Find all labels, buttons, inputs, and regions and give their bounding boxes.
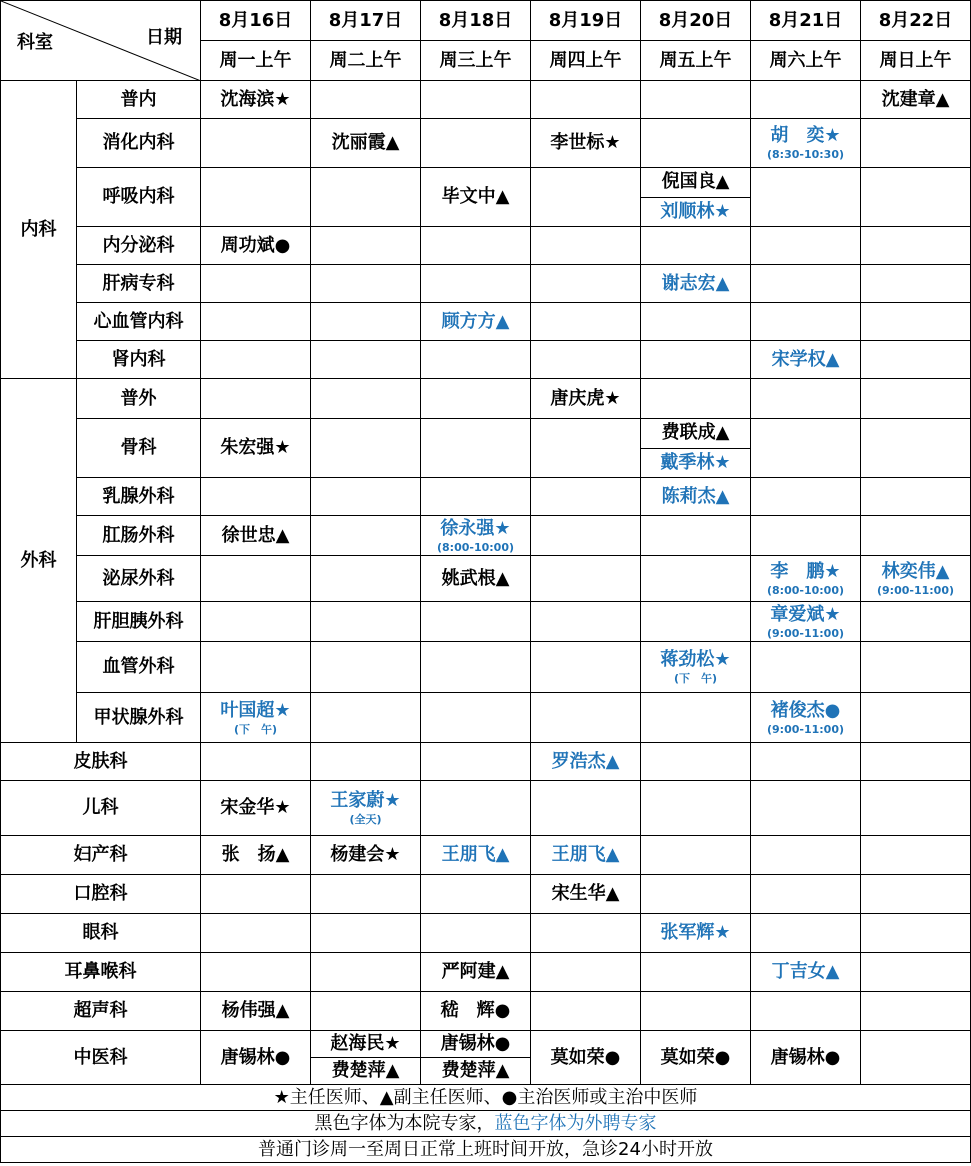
doctor-cell-split bbox=[421, 1031, 531, 1085]
doctor-cell-external: 宋学权▲ bbox=[751, 341, 861, 379]
empty-cell bbox=[861, 693, 971, 743]
time-note: (下 午) bbox=[233, 722, 278, 736]
empty-cell bbox=[421, 81, 531, 119]
empty-cell bbox=[641, 119, 751, 168]
doctor-name: 林奕伟▲ bbox=[881, 560, 950, 582]
date-header: 8月18日 bbox=[421, 1, 531, 41]
doctor-cell: 唐庆虎★ bbox=[531, 379, 641, 419]
dept-name: 普外 bbox=[77, 379, 201, 419]
empty-cell bbox=[751, 168, 861, 227]
time-note: (8:00-10:00) bbox=[767, 583, 844, 597]
doctor-cell: 杨建会★ bbox=[311, 836, 421, 875]
empty-cell bbox=[311, 168, 421, 227]
empty-cell bbox=[531, 781, 641, 836]
doctor-cell-external bbox=[311, 781, 421, 836]
empty-cell bbox=[861, 516, 971, 556]
doctor-cell-external: 顾方方▲ bbox=[421, 303, 531, 341]
doctor-cell: 沈海滨★ bbox=[201, 81, 311, 119]
empty-cell bbox=[531, 168, 641, 227]
empty-cell bbox=[751, 81, 861, 119]
doctor-name: 李 鹏★ bbox=[770, 560, 841, 582]
empty-cell bbox=[531, 303, 641, 341]
empty-cell bbox=[311, 341, 421, 379]
empty-cell bbox=[641, 836, 751, 875]
empty-cell bbox=[201, 119, 311, 168]
date-header: 8月20日 bbox=[641, 1, 751, 41]
doctor-name: 蒋劲松★ bbox=[660, 649, 731, 670]
dept-name: 消化内科 bbox=[77, 119, 201, 168]
empty-cell bbox=[201, 168, 311, 227]
dept-name: 普内 bbox=[77, 81, 201, 119]
doctor-cell-external bbox=[641, 642, 751, 693]
empty-cell bbox=[421, 227, 531, 265]
doctor-cell-external: 罗浩杰▲ bbox=[531, 743, 641, 781]
empty-cell bbox=[751, 303, 861, 341]
legend-external-text: 蓝色字体为外聘专家 bbox=[494, 1112, 657, 1134]
doctor-name-external: 刘顺林★ bbox=[641, 197, 750, 227]
date-header: 8月16日 bbox=[201, 1, 311, 41]
time-note: (全天) bbox=[349, 813, 382, 826]
empty-cell bbox=[861, 1031, 971, 1085]
empty-cell bbox=[311, 419, 421, 478]
empty-cell bbox=[531, 227, 641, 265]
empty-cell bbox=[861, 478, 971, 516]
empty-cell bbox=[311, 953, 421, 992]
empty-cell bbox=[421, 642, 531, 693]
dept-name: 口腔科 bbox=[1, 875, 201, 914]
empty-cell bbox=[861, 379, 971, 419]
doctor-name: 王家蔚★ bbox=[330, 790, 401, 811]
empty-cell bbox=[751, 992, 861, 1031]
doctor-cell: 唐锡林● bbox=[751, 1031, 861, 1085]
weekday-header: 周二上午 bbox=[311, 41, 421, 81]
empty-cell bbox=[201, 953, 311, 992]
legend-title-ranks: ★主任医师、▲副主任医师、●主治医师或主治中医师 bbox=[1, 1085, 971, 1111]
empty-cell bbox=[861, 303, 971, 341]
dept-name: 妇产科 bbox=[1, 836, 201, 875]
empty-cell bbox=[311, 743, 421, 781]
dept-name: 皮肤科 bbox=[1, 743, 201, 781]
group-neike: 内科 bbox=[1, 81, 77, 379]
doctor-cell-external bbox=[201, 693, 311, 743]
empty-cell bbox=[861, 836, 971, 875]
empty-cell bbox=[201, 341, 311, 379]
empty-cell bbox=[641, 693, 751, 743]
empty-cell bbox=[861, 781, 971, 836]
empty-cell bbox=[531, 693, 641, 743]
empty-cell bbox=[861, 642, 971, 693]
doctor-name: 费楚萍▲ bbox=[311, 1057, 420, 1084]
empty-cell bbox=[861, 227, 971, 265]
empty-cell bbox=[421, 419, 531, 478]
empty-cell bbox=[751, 836, 861, 875]
empty-cell bbox=[201, 875, 311, 914]
empty-cell bbox=[641, 303, 751, 341]
doctor-cell: 沈建章▲ bbox=[861, 81, 971, 119]
empty-cell bbox=[311, 379, 421, 419]
empty-cell bbox=[421, 875, 531, 914]
dept-name: 呼吸内科 bbox=[77, 168, 201, 227]
doctor-cell: 宋金华★ bbox=[201, 781, 311, 836]
dept-name: 肾内科 bbox=[77, 341, 201, 379]
time-note: (下 午) bbox=[673, 672, 718, 685]
empty-cell bbox=[421, 781, 531, 836]
time-note: (9:00-11:00) bbox=[767, 722, 844, 736]
empty-cell bbox=[861, 168, 971, 227]
empty-cell bbox=[861, 419, 971, 478]
doctor-cell: 毕文中▲ bbox=[421, 168, 531, 227]
empty-cell bbox=[641, 341, 751, 379]
empty-cell bbox=[861, 992, 971, 1031]
empty-cell bbox=[311, 875, 421, 914]
empty-cell bbox=[641, 556, 751, 602]
doctor-name: 倪国良▲ bbox=[661, 171, 730, 193]
empty-cell bbox=[531, 953, 641, 992]
empty-cell bbox=[641, 781, 751, 836]
dept-name: 眼科 bbox=[1, 914, 201, 953]
empty-cell bbox=[311, 602, 421, 642]
doctor-cell: 唐锡林● bbox=[201, 1031, 311, 1085]
empty-cell bbox=[201, 265, 311, 303]
empty-cell bbox=[531, 419, 641, 478]
dept-name: 肝病专科 bbox=[77, 265, 201, 303]
empty-cell bbox=[201, 556, 311, 602]
empty-cell bbox=[641, 516, 751, 556]
time-note: (9:00-11:00) bbox=[767, 626, 844, 640]
empty-cell bbox=[421, 379, 531, 419]
dept-name: 儿科 bbox=[1, 781, 201, 836]
weekday-header: 周一上午 bbox=[201, 41, 311, 81]
doctor-cell-external bbox=[751, 602, 861, 642]
empty-cell bbox=[861, 119, 971, 168]
empty-cell bbox=[311, 642, 421, 693]
empty-cell bbox=[531, 992, 641, 1031]
empty-cell bbox=[311, 303, 421, 341]
empty-cell bbox=[641, 992, 751, 1031]
date-header: 8月17日 bbox=[311, 1, 421, 41]
doctor-cell-external bbox=[861, 556, 971, 602]
empty-cell bbox=[861, 743, 971, 781]
empty-cell bbox=[421, 478, 531, 516]
empty-cell bbox=[421, 119, 531, 168]
empty-cell bbox=[751, 516, 861, 556]
empty-cell bbox=[641, 602, 751, 642]
empty-cell bbox=[861, 602, 971, 642]
date-header: 8月21日 bbox=[751, 1, 861, 41]
doctor-cell-external bbox=[751, 556, 861, 602]
doctor-name: 赵海民★ bbox=[330, 1033, 401, 1054]
empty-cell bbox=[751, 419, 861, 478]
empty-cell bbox=[201, 303, 311, 341]
date-header: 8月22日 bbox=[861, 1, 971, 41]
empty-cell bbox=[311, 227, 421, 265]
doctor-cell-external bbox=[751, 693, 861, 743]
empty-cell bbox=[421, 341, 531, 379]
empty-cell bbox=[421, 693, 531, 743]
empty-cell bbox=[311, 516, 421, 556]
empty-cell bbox=[751, 379, 861, 419]
empty-cell bbox=[861, 265, 971, 303]
weekday-header: 周日上午 bbox=[861, 41, 971, 81]
empty-cell bbox=[311, 914, 421, 953]
date-header: 8月19日 bbox=[531, 1, 641, 41]
empty-cell bbox=[531, 602, 641, 642]
weekday-header: 周三上午 bbox=[421, 41, 531, 81]
doctor-cell: 徐世忠▲ bbox=[201, 516, 311, 556]
empty-cell bbox=[421, 743, 531, 781]
doctor-cell-external: 丁吉女▲ bbox=[751, 953, 861, 992]
empty-cell bbox=[201, 642, 311, 693]
empty-cell bbox=[531, 81, 641, 119]
empty-cell bbox=[531, 478, 641, 516]
legend-internal-text: 黑色字体为本院专家， bbox=[314, 1112, 495, 1134]
empty-cell bbox=[751, 227, 861, 265]
doctor-cell-split bbox=[641, 419, 751, 478]
empty-cell bbox=[751, 478, 861, 516]
empty-cell bbox=[641, 743, 751, 781]
dept-name: 甲状腺外科 bbox=[77, 693, 201, 743]
empty-cell bbox=[641, 953, 751, 992]
doctor-cell-split bbox=[641, 168, 751, 227]
doctor-cell-split bbox=[311, 1031, 421, 1085]
doctor-name-external: 戴季林★ bbox=[641, 448, 750, 478]
dept-name: 心血管内科 bbox=[77, 303, 201, 341]
dept-name: 泌尿外科 bbox=[77, 556, 201, 602]
empty-cell bbox=[531, 556, 641, 602]
empty-cell bbox=[311, 265, 421, 303]
empty-cell bbox=[421, 914, 531, 953]
doctor-cell: 莫如荣● bbox=[641, 1031, 751, 1085]
corner-dept-label: 科室 bbox=[17, 32, 53, 53]
doctor-cell: 严阿建▲ bbox=[421, 953, 531, 992]
dept-name: 内分泌科 bbox=[77, 227, 201, 265]
empty-cell bbox=[751, 875, 861, 914]
empty-cell bbox=[311, 992, 421, 1031]
empty-cell bbox=[531, 914, 641, 953]
group-waike: 外科 bbox=[1, 379, 77, 743]
doctor-name: 费联成▲ bbox=[661, 422, 730, 444]
empty-cell bbox=[311, 556, 421, 602]
doctor-cell-external bbox=[421, 516, 531, 556]
dept-name: 血管外科 bbox=[77, 642, 201, 693]
doctor-name: 费楚萍▲ bbox=[421, 1057, 530, 1084]
doctor-cell: 姚武根▲ bbox=[421, 556, 531, 602]
empty-cell bbox=[641, 81, 751, 119]
dept-name: 肛肠外科 bbox=[77, 516, 201, 556]
doctor-cell-external: 王朋飞▲ bbox=[421, 836, 531, 875]
doctor-name: 叶国超★ bbox=[220, 699, 291, 721]
doctor-cell: 宋生华▲ bbox=[531, 875, 641, 914]
empty-cell bbox=[861, 914, 971, 953]
empty-cell bbox=[311, 478, 421, 516]
empty-cell bbox=[311, 81, 421, 119]
empty-cell bbox=[751, 642, 861, 693]
doctor-cell-external: 谢志宏▲ bbox=[641, 265, 751, 303]
doctor-cell: 嵇 辉● bbox=[421, 992, 531, 1031]
doctor-cell-external: 王朋飞▲ bbox=[531, 836, 641, 875]
empty-cell bbox=[861, 875, 971, 914]
empty-cell bbox=[421, 602, 531, 642]
empty-cell bbox=[201, 478, 311, 516]
empty-cell bbox=[531, 341, 641, 379]
empty-cell bbox=[201, 602, 311, 642]
time-note: (8:00-10:00) bbox=[437, 540, 514, 554]
empty-cell bbox=[531, 516, 641, 556]
empty-cell bbox=[641, 379, 751, 419]
doctor-cell: 沈丽霞▲ bbox=[311, 119, 421, 168]
dept-name: 骨科 bbox=[77, 419, 201, 478]
empty-cell bbox=[751, 781, 861, 836]
doctor-cell: 杨伟强▲ bbox=[201, 992, 311, 1031]
empty-cell bbox=[751, 743, 861, 781]
time-note: (8:30-10:30) bbox=[767, 148, 844, 161]
dept-name: 超声科 bbox=[1, 992, 201, 1031]
corner-date-label: 日期 bbox=[146, 27, 182, 48]
doctor-name: 章爱斌★ bbox=[770, 603, 841, 625]
dept-name: 耳鼻喉科 bbox=[1, 953, 201, 992]
empty-cell bbox=[641, 875, 751, 914]
doctor-cell-external bbox=[751, 119, 861, 168]
weekday-header: 周四上午 bbox=[531, 41, 641, 81]
dept-name: 肝胆胰外科 bbox=[77, 602, 201, 642]
dept-name: 中医科 bbox=[1, 1031, 201, 1085]
doctor-cell-external: 陈莉杰▲ bbox=[641, 478, 751, 516]
doctor-cell-external: 张军辉★ bbox=[641, 914, 751, 953]
doctor-name: 唐锡林● bbox=[440, 1033, 511, 1054]
dept-name: 乳腺外科 bbox=[77, 478, 201, 516]
empty-cell bbox=[201, 914, 311, 953]
doctor-cell: 李世标★ bbox=[531, 119, 641, 168]
doctor-name: 褚俊杰● bbox=[770, 699, 841, 721]
doctor-cell: 朱宏强★ bbox=[201, 419, 311, 478]
empty-cell bbox=[201, 379, 311, 419]
empty-cell bbox=[641, 227, 751, 265]
empty-cell bbox=[531, 265, 641, 303]
empty-cell bbox=[311, 693, 421, 743]
doctor-cell: 莫如荣● bbox=[531, 1031, 641, 1085]
header-corner bbox=[1, 1, 201, 81]
empty-cell bbox=[201, 743, 311, 781]
doctor-cell: 周功斌● bbox=[201, 227, 311, 265]
empty-cell bbox=[751, 914, 861, 953]
empty-cell bbox=[861, 341, 971, 379]
legend-color-note bbox=[1, 1111, 971, 1137]
doctor-name: 胡 奕★ bbox=[770, 125, 841, 146]
weekday-header: 周五上午 bbox=[641, 41, 751, 81]
time-note: (9:00-11:00) bbox=[877, 583, 954, 597]
legend-hours-note: 普通门诊周一至周日正常上班时间开放，急诊24小时开放 bbox=[1, 1137, 971, 1163]
doctor-cell: 张 扬▲ bbox=[201, 836, 311, 875]
empty-cell bbox=[421, 265, 531, 303]
empty-cell bbox=[531, 642, 641, 693]
doctor-name: 徐永强★ bbox=[440, 517, 511, 539]
empty-cell bbox=[861, 953, 971, 992]
empty-cell bbox=[751, 265, 861, 303]
weekday-header: 周六上午 bbox=[751, 41, 861, 81]
